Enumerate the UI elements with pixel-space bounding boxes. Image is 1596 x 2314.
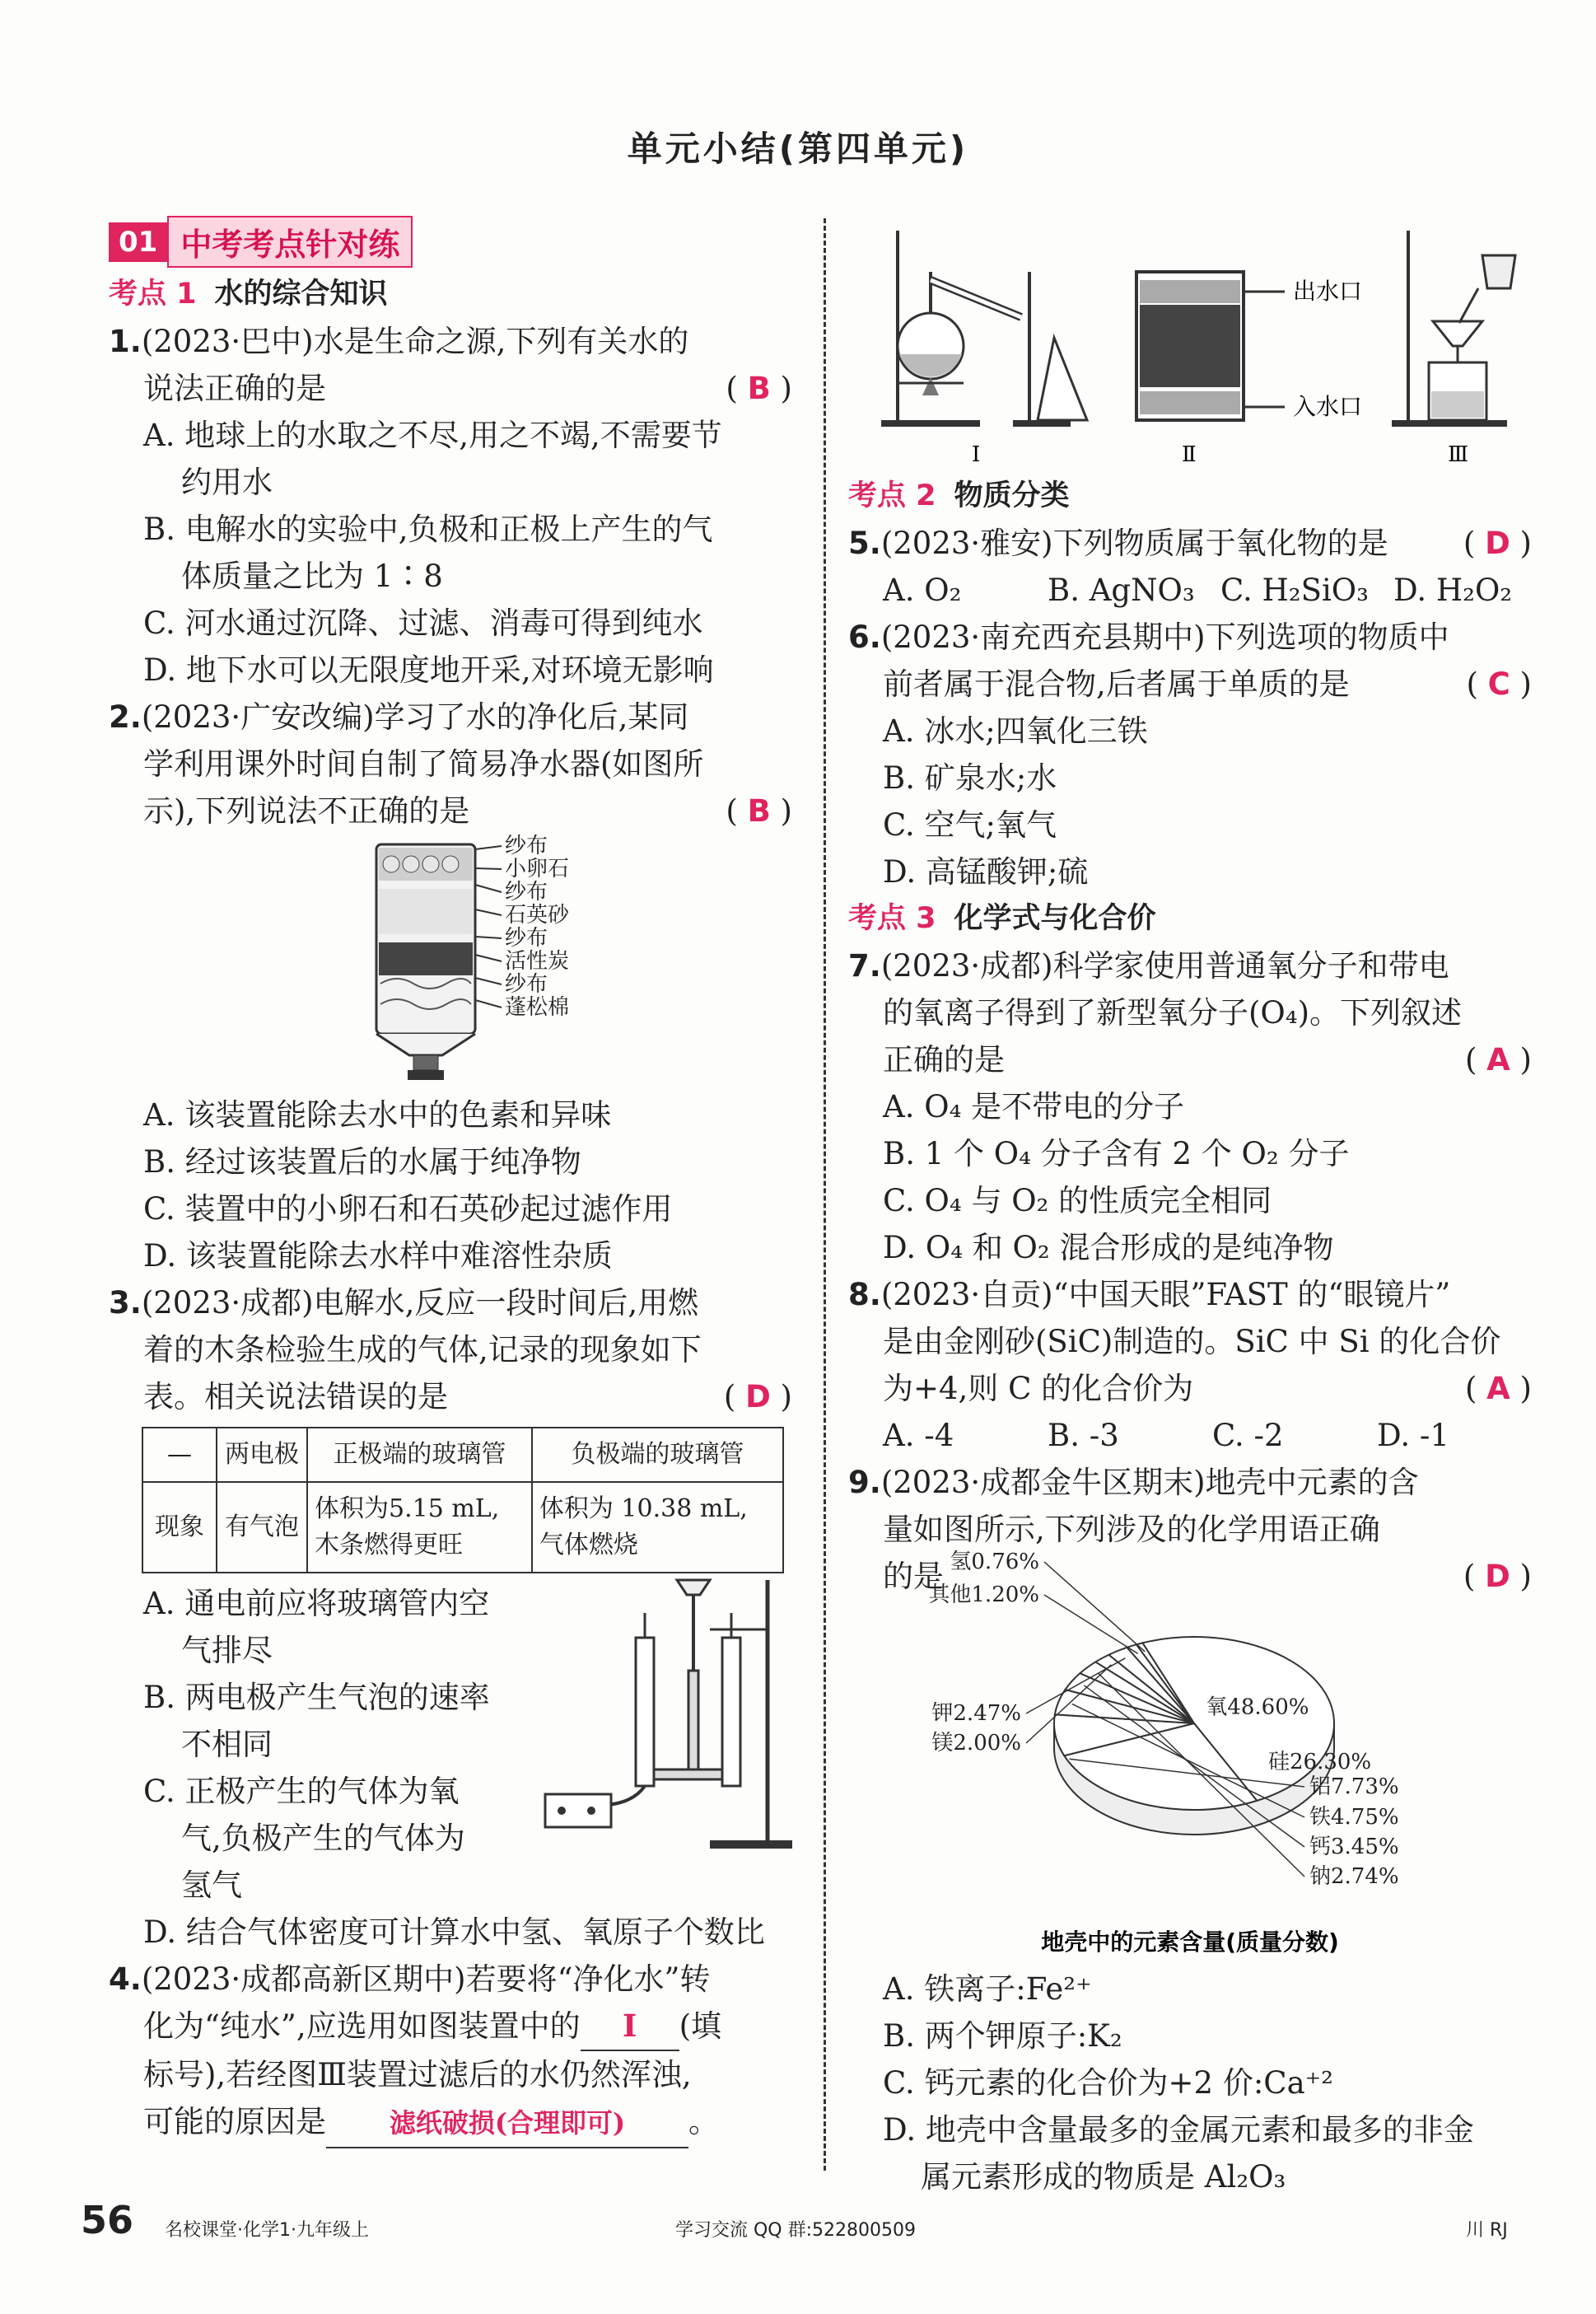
section-number: 01 bbox=[109, 222, 167, 262]
page-title: 单元小结(第四单元) bbox=[627, 129, 969, 169]
question-5: 5.(2023·雅安)下列物质属于氧化物的是 ( D ) A. O₂ B. AgNO₃ C. H₂SiO₃ D. H₂O₂ bbox=[848, 526, 1532, 608]
filter-label: 石英砂 bbox=[505, 903, 570, 928]
footer-qq: 学习交流 QQ 群:522800509 bbox=[675, 2220, 917, 2241]
electrolysis-apparatus-figure bbox=[545, 1564, 792, 1860]
pie-label-钙: 钙3.45% bbox=[1309, 1835, 1399, 1859]
apparatus-label-3: Ⅲ bbox=[1448, 442, 1469, 467]
answer-q2: B bbox=[747, 793, 771, 829]
question-7: 7.(2023·成都)科学家使用普通氧分子和带电 的氧离子得到了新型氧分子(O₄)。下列叙述 正确的是 ( A ) A. O₄ 是不带电的分子 B. 1 个 O₄ 分子含有 2 个 O₂ 分子 C. O₄ 与 O₂ 的性质完全相同 D. O₄ 和 O₂ 混合形成的是纯净物 bbox=[848, 948, 1532, 1265]
filter-label: 纱布 bbox=[505, 834, 548, 858]
inlet-label: 入水口 bbox=[1293, 393, 1363, 420]
question-6: 6.(2023·南充西充县期中)下列选项的物质中 前者属于混合物,后者属于单质的是 ( C ) A. 冰水;四氧化三铁 B. 矿泉水;水 C. 空气;氧气 D. 高锰酸钾;硫 bbox=[848, 619, 1532, 890]
footer-book: 名校课堂·化学1·九年级上 bbox=[165, 2220, 369, 2241]
pie-label-镁: 镁2.00% bbox=[931, 1731, 1021, 1755]
filter-label: 小卵石 bbox=[505, 857, 570, 881]
apparatus-figure bbox=[848, 222, 1532, 470]
right-column bbox=[848, 222, 1532, 2200]
pie-label-铝: 铝7.73% bbox=[1309, 1774, 1399, 1799]
chart-title: 地壳中的元素含量(质量分数) bbox=[1041, 1928, 1339, 1956]
key-point-1: 考点 1 水的综合知识 bbox=[109, 278, 388, 311]
question-3: 3.(2023·成都)电解水,反应一段时间后,用燃 着的木条检验生成的气体,记录的现象如下 表。相关说法错误的是 ( D ) — 两电极 正极端的玻璃管 负极端的玻璃管 现象 有气泡 体积为5.15 mL, 木条燃得更旺 体积为 10.38 mL, 气体燃烧 A. 通电前应将玻璃管内空 气排尽 B. 两电极产生气泡的速率 不相同 C. 正极产生的气体为氧 气,负极产生的气体为 氢气 D. 结合气体密度可计算水中氢、氧原子个数比 bbox=[109, 1285, 792, 1950]
filter-label: 蓬松棉 bbox=[505, 995, 570, 1020]
answer-q4-blank-2: 滤纸破损(合理即可) bbox=[326, 2100, 688, 2148]
answer-q9: D bbox=[1485, 1559, 1510, 1594]
answer-q8: A bbox=[1486, 1371, 1510, 1406]
question-2: 2.(2023·广安改编)学习了水的净化后,某同 学利用课外时间自制了简易净水器(如图所 示),下列说法不正确的是 ( B ) 纱布 小卵石 纱布 石英砂 纱布 活性炭 纱布 蓬松棉 A. 该装置能除去水中的色素和异味 B. 经过该装置后的水属于纯净物 C. 装置中的小卵石和石英砂起过滤作用 D. 该装置能除去水样中难溶性杂质 bbox=[109, 699, 792, 1274]
filter-label: 纱布 bbox=[505, 972, 548, 997]
section-header bbox=[109, 216, 413, 268]
answer-q6: C bbox=[1487, 666, 1510, 702]
footer-edition: 川 RJ bbox=[1466, 2220, 1508, 2241]
answer-q7: A bbox=[1486, 1042, 1510, 1078]
pie-label-氢: 氢0.76% bbox=[950, 1550, 1039, 1574]
key-point-2: 考点 2 物质分类 bbox=[848, 479, 1070, 512]
pie-label-其他: 其他1.20% bbox=[928, 1582, 1039, 1607]
water-filter-figure bbox=[286, 834, 615, 1087]
answer-q5: D bbox=[1485, 526, 1510, 561]
filter-label: 活性炭 bbox=[505, 949, 570, 974]
column-divider bbox=[824, 218, 826, 2171]
left-column bbox=[109, 216, 792, 2148]
electrolysis-table: — 两电极 正极端的玻璃管 负极端的玻璃管 现象 有气泡 体积为5.15 mL, 木条燃得更旺 体积为 10.38 mL, 气体燃烧 bbox=[142, 1427, 784, 1573]
filter-label: 纱布 bbox=[505, 926, 548, 951]
apparatus-label-2: Ⅱ bbox=[1182, 442, 1197, 467]
filter-label: 纱布 bbox=[505, 880, 548, 905]
question-8: 8.(2023·自贡)“中国天眼”FAST 的“眼镜片” 是由金刚砂(SiC)制造的。SiC 中 Si 的化合价 为+4,则 C 的化合价为 ( A ) A. -4 B. -3 C. -2 D. -1 bbox=[848, 1277, 1532, 1453]
question-4: 4.(2023·成都高新区期中)若要将“净化水”转 化为“纯水”,应选用如图装置中的 Ⅰ (填 标号),若经图Ⅲ装置过滤后的水仍然浑浊, 可能的原因是 滤纸破损(合理即可) 。 bbox=[109, 1956, 792, 2148]
apparatus-label-1: Ⅰ bbox=[972, 442, 981, 467]
pie-label-氧: 氧48.60% bbox=[1206, 1695, 1309, 1720]
key-point-3: 考点 3 化学式与化合价 bbox=[848, 902, 1156, 935]
pie-label-钠: 钠2.74% bbox=[1309, 1864, 1399, 1889]
answer-q1: B bbox=[747, 371, 771, 406]
pie-label-硅: 硅26.30% bbox=[1268, 1750, 1372, 1774]
question-9: 9.(2023·成都金牛区期末)地壳中元素的含 量如图所示,下列涉及的化学用语正确 的是 ( D ) 氧48.60% 硅26.30% 铝7.73% 铁4.75% 钙3.45% 钠2.74% 镁2.00% 钾2.47% 其他1.20% 氢0.76% 地壳中的元素含量(质量分数) A. 铁离子:Fe²⁺ B. 两个钾原子:K₂ C. 钙元素的化合价为+2 价:Ca⁺² D. 地壳中含量最多的金属元素和最多的非金 属元素形成的物质是 Al₂O₃ bbox=[848, 1465, 1532, 2195]
page-number: 56 bbox=[81, 2198, 134, 2242]
answer-q3: D bbox=[745, 1379, 771, 1414]
pie-label-钾: 钾2.47% bbox=[931, 1701, 1021, 1726]
outlet-label: 出水口 bbox=[1293, 278, 1363, 305]
section-title: 中考考点针对练 bbox=[167, 216, 413, 268]
pie-label-铁: 铁4.75% bbox=[1309, 1805, 1399, 1830]
answer-q4-blank-1: Ⅰ bbox=[581, 2003, 679, 2051]
question-1: 1.(2023·巴中)水是生命之源,下列有关水的 说法正确的是 ( B ) A. 地球上的水取之不尽,用之不竭,不需要节 约用水 B. 电解水的实验中,负极和正极上产生的气 体质量之比为 1∶8 C. 河水通过沉降、过滤、消毒可得到纯水 D. 地下水可以无限度地开采,对环境无影响 bbox=[109, 324, 792, 688]
